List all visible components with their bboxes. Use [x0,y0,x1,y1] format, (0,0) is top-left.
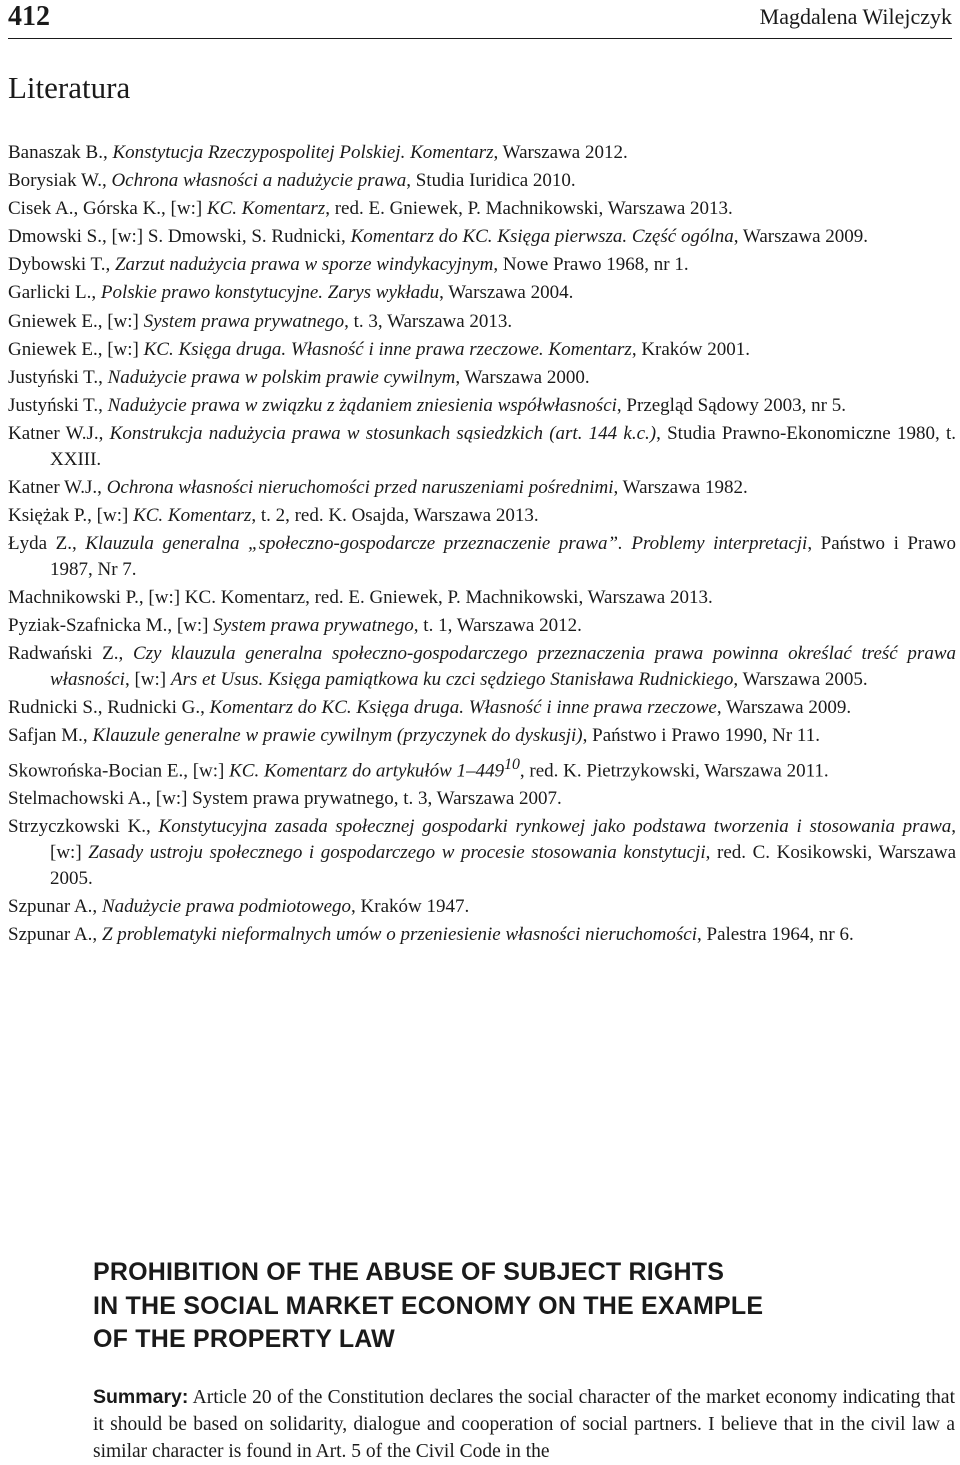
english-title-line: OF THE PROPERTY LAW [93,1325,395,1353]
entry-segment: Rudnicki S., Rudnicki G., [8,697,210,719]
english-title-line: IN THE SOCIAL MARKET ECONOMY ON THE EXAMPLE [93,1291,764,1320]
bibliography-entry [8,894,956,920]
entry-segment: , Warszawa 2004. [439,282,574,304]
entry-segment: KC. Komentarz do artykułów 1–449 [229,759,505,781]
entry-segment: KC. Księga druga. Własność i inne prawa rzeczowe. Komentarz [143,338,632,360]
entry-segment: , t. 2, red. K. Osajda, Warszawa 2013. [251,505,539,527]
english-title-line: PROHIBITION OF THE ABUSE OF SUBJECT RIGHTS [93,1258,725,1286]
entry-segment: Nadużycie prawa podmiotowego [101,895,352,917]
bibliography-entry [8,365,956,391]
entry-segment: Stelmachowski A., [w:] System prawa prywatnego, t. 3, Warszawa 2007. [8,787,562,809]
entry-segment: , Warszawa 2012. [493,142,628,163]
entry-segment: Ochrona własności nieruchomości przed naruszeniami pośrednimi [106,476,614,498]
bibliography-entry [8,752,956,784]
summary-label: Summary: [93,1386,189,1408]
entry-segment: Borysiak W., [8,170,112,192]
bibliography-entry [8,252,956,278]
english-article-title [93,1256,763,1357]
bibliography-entry [8,641,956,693]
entry-segment: , [w:] [124,669,171,691]
entry-segment: , red. C. Kosikowski, Warszawa 2005. [50,841,957,889]
entry-segment: Pyziak-Szafnicka M., [w:] [8,615,214,637]
page-header [8,0,952,39]
entry-segment: Księżak P., [w:] [8,505,134,527]
bibliography-entry [8,196,956,222]
bibliography-entry [8,695,956,721]
entry-segment: KC. Komentarz [133,505,252,527]
entry-segment: Skowrońska-Bocian E., [w:] [8,759,230,781]
entry-segment: , Państwo i Prawo 1990, Nr 11. [582,725,820,747]
summary-paragraph [93,1384,955,1465]
entry-segment: Safjan M., [8,725,93,747]
entry-segment: Radwański Z., [8,643,133,665]
bibliography-entry [8,531,956,583]
bibliography-entry [8,309,956,335]
bibliography-list [8,140,956,950]
entry-segment: Klauzule generalne w prawie cywilnym (przyczynek do dyskusji) [92,725,583,747]
entry-segment: , Warszawa 2009. [733,226,869,248]
entry-segment: Strzyczkowski K., [8,816,159,838]
entry-segment: Katner W.J., [8,422,110,444]
entry-segment: Katner W.J., [8,476,107,498]
bibliography-entry [8,585,956,611]
running-head-author: Magdalena Wilejczyk [759,4,952,29]
bibliography-entry [8,393,956,419]
entry-segment: KC. Komentarz [206,198,326,220]
entry-segment: Ars et Usus. Księga pamiątkowa ku czci sędziego Stanisława Rudnickiego [170,669,734,691]
entry-segment: Justyński T., [8,366,108,388]
entry-segment: , Kraków 2001. [631,338,751,360]
bibliography-entry [8,280,956,306]
entry-segment: Nadużycie prawa w związku z żądaniem zniesienia współwłasności [107,394,617,416]
entry-segment: 10 [504,755,520,773]
bibliography-entry [8,786,956,812]
entry-segment: , Przegląd Sądowy 2003, nr 5. [616,394,846,416]
entry-segment: , Państwo i Prawo 1987, Nr 7. [50,533,956,581]
entry-segment: Konstrukcja nadużycia prawa w stosunkach sąsiedzkich (art. 144 k.c.) [109,422,657,444]
entry-segment: Komentarz do KC. Księga pierwsza. Część ogólna [350,226,734,248]
entry-segment: Zasady ustroju społecznego i gospodarczego w procesie stosowania konstytucji [88,841,706,863]
entry-segment: Zarzut nadużycia prawa w sporze windykacyjnym [114,254,494,276]
bibliography-entry [8,140,956,166]
entry-segment: Szpunar A., [8,924,102,946]
entry-segment: , Nowe Prawo 1968, nr 1. [493,254,689,276]
bibliography-entry [8,475,956,501]
bibliography-entry [8,503,956,529]
entry-segment: Klauzula generalna „społeczno-gospodarcze przeznaczenie prawa”. Problemy interpretacji [85,533,808,555]
entry-segment: Nadużycie prawa w polskim prawie cywilnym [107,366,456,388]
entry-segment: Czy klauzula generalna społeczno-gospodarczego przeznaczenia prawa powinna określać treść prawa własności [50,643,957,691]
entry-segment: , Studia Iuridica 2010. [406,170,576,192]
entry-segment: , red. K. Pietrzykowski, Warszawa 2011. [519,759,829,781]
section-title: Literatura [8,70,131,105]
entry-segment: Szpunar A., [8,895,102,917]
entry-segment: , Warszawa 2005. [733,669,868,691]
entry-segment: , Warszawa 2000. [455,366,590,388]
entry-segment: , red. E. Gniewek, P. Machnikowski, Warszawa 2013. [325,198,733,220]
bibliography-entry [8,421,956,473]
entry-segment: Gniewek E., [w:] [8,310,144,332]
bibliography-entry [8,337,956,363]
entry-segment: , Warszawa 2009. [716,697,852,719]
entry-segment: System prawa prywatnego [213,615,414,637]
entry-segment: Dybowski T., [8,254,115,276]
entry-segment: , Kraków 1947. [351,895,470,917]
entry-segment: , Warszawa 1982. [613,476,748,498]
entry-segment: Konstytucja Rzeczypospolitej Polskiej. Komentarz [112,142,494,163]
entry-segment: , Palestra 1964, nr 6. [697,924,854,946]
entry-segment: Łyda Z., [8,533,86,555]
entry-segment: Cisek A., Górska K., [w:] [8,198,207,220]
entry-segment: Banaszak B., [8,142,113,163]
bibliography-entry [8,613,956,639]
entry-segment: System prawa prywatnego [143,310,345,332]
bibliography-entry [8,814,956,892]
entry-segment: , Studia Prawno-Ekonomiczne 1980, t. XXIII. [50,422,956,470]
bibliography-entry [8,168,956,194]
entry-segment: Komentarz do KC. Księga druga. Własność i inne prawa rzeczowe [209,697,717,719]
bibliography-entry [8,224,956,250]
entry-segment: Z problematyki nieformalnych umów o przeniesienie własności nieruchomości [101,924,698,946]
entry-segment: Konstytucyjna zasada społecznej gospodarki rynkowej jako podstawa tworzenia i stosowania prawa [158,816,952,838]
page-number: 412 [8,1,50,32]
entry-segment: , t. 3, Warszawa 2013. [344,310,513,332]
entry-segment: Dmowski S., [w:] S. Dmowski, S. Rudnicki, [8,226,351,248]
entry-segment: Machnikowski P., [w:] KC. Komentarz, red. E. Gniewek, P. Machnikowski, Warszawa 2013. [8,587,713,609]
entry-segment: Gniewek E., [w:] [8,338,144,360]
summary-text: Article 20 of the Constitution declares the social character of the market economy indicating that it should be based on solidarity, dialogue and cooperation of social partners. I believe that in the civil law a similar character is found in Art. 5 of the Civil Code in the [93,1387,955,1462]
entry-segment: Garlicki L., [8,282,101,304]
bibliography-entry [8,723,956,749]
entry-segment: Ochrona własności a nadużycie prawa [111,170,407,192]
bibliography-entry [8,922,956,948]
entry-segment: , [w:] [50,816,957,863]
entry-segment: Justyński T., [8,394,108,416]
entry-segment: , t. 1, Warszawa 2012. [413,615,582,637]
entry-segment: Polskie prawo konstytucyjne. Zarys wykładu [100,282,440,304]
